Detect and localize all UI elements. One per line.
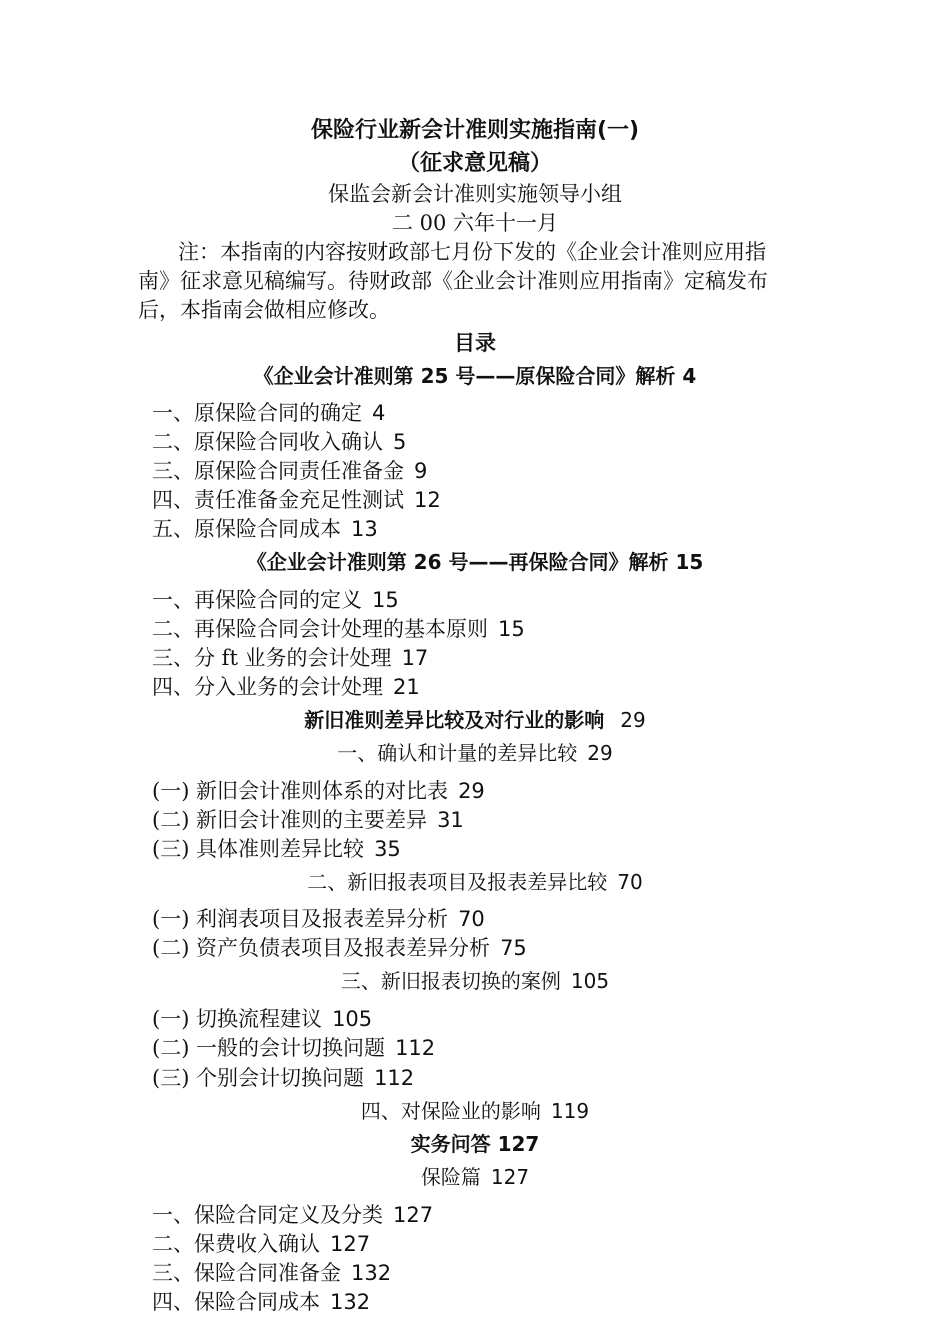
toc-section-26[interactable]: 《企业会计准则第 26 号——再保险合同》解析 15 — [246, 550, 704, 574]
document-author: 保监会新会计准则实施领导小组 — [328, 182, 622, 206]
document-date: 二 00 六年十一月 — [391, 211, 559, 235]
toc-section-qa[interactable]: 实务问答 127 — [410, 1132, 540, 1156]
toc-item[interactable]: 五、原保险合同成本 13 — [152, 517, 378, 541]
toc-item[interactable]: 一、保险合同定义及分类 127 — [152, 1203, 434, 1227]
toc-item[interactable]: 二、原保险合同收入确认 5 — [152, 430, 407, 454]
toc-subsection[interactable]: 一、确认和计量的差异比较 29 — [337, 741, 613, 765]
toc-item[interactable]: (一) 切换流程建议 105 — [152, 1007, 373, 1031]
toc-section-comparison[interactable]: 新旧准则差异比较及对行业的影响 29 — [304, 708, 646, 732]
toc-item[interactable]: (一) 利润表项目及报表差异分析 70 — [152, 907, 485, 931]
toc-item[interactable]: 四、分入业务的会计处理 21 — [152, 675, 420, 699]
toc-item[interactable]: (二) 资产负债表项目及报表差异分析 75 — [152, 936, 527, 960]
document-title: 保险行业新会计准则实施指南(一) — [310, 118, 640, 143]
toc-section-25[interactable]: 《企业会计准则第 25 号——原保险合同》解析 4 — [253, 364, 697, 388]
toc-item[interactable]: 二、再保险合同会计处理的基本原则 15 — [152, 617, 525, 641]
note-line-1: 注：本指南的内容按财政部七月份下发的《企业会计准则应用指 — [178, 240, 766, 264]
toc-subsection[interactable]: 四、对保险业的影响 119 — [360, 1099, 590, 1123]
toc-item[interactable]: 四、保险合同成本 132 — [152, 1290, 371, 1314]
note-line-2: 南》征求意见稿编写。待财政部《企业会计准则应用指南》定稿发布 — [138, 269, 768, 293]
toc-subsection[interactable]: 三、新旧报表切换的案例 105 — [340, 969, 610, 993]
toc-item[interactable]: 三、保险合同准备金 132 — [152, 1261, 392, 1285]
toc-item[interactable]: 一、原保险合同的确定 4 — [152, 401, 386, 425]
toc-heading: 目录 — [454, 331, 496, 355]
toc-item[interactable]: 二、保费收入确认 127 — [152, 1232, 371, 1256]
toc-item[interactable]: 三、原保险合同责任准备金 9 — [152, 459, 428, 483]
toc-item[interactable]: 三、分 ft 业务的会计处理 17 — [152, 646, 429, 670]
toc-item[interactable]: (二) 一般的会计切换问题 112 — [152, 1036, 436, 1060]
toc-item[interactable]: 四、责任准备金充足性测试 12 — [152, 488, 441, 512]
toc-subsection[interactable]: 保险篇 127 — [420, 1165, 530, 1189]
toc-subsection[interactable]: 二、新旧报表项目及报表差异比较 70 — [307, 870, 643, 894]
note-line-3: 后，本指南会做相应修改。 — [138, 298, 390, 322]
toc-item[interactable]: (二) 新旧会计准则的主要差异 31 — [152, 808, 464, 832]
toc-item[interactable]: 一、再保险合同的定义 15 — [152, 588, 399, 612]
toc-item[interactable]: (三) 具体准则差异比较 35 — [152, 837, 401, 861]
toc-item[interactable]: (一) 新旧会计准则体系的对比表 29 — [152, 779, 485, 803]
document-subtitle: （征求意见稿） — [397, 151, 552, 176]
toc-item[interactable]: (三) 个别会计切换问题 112 — [152, 1066, 415, 1090]
